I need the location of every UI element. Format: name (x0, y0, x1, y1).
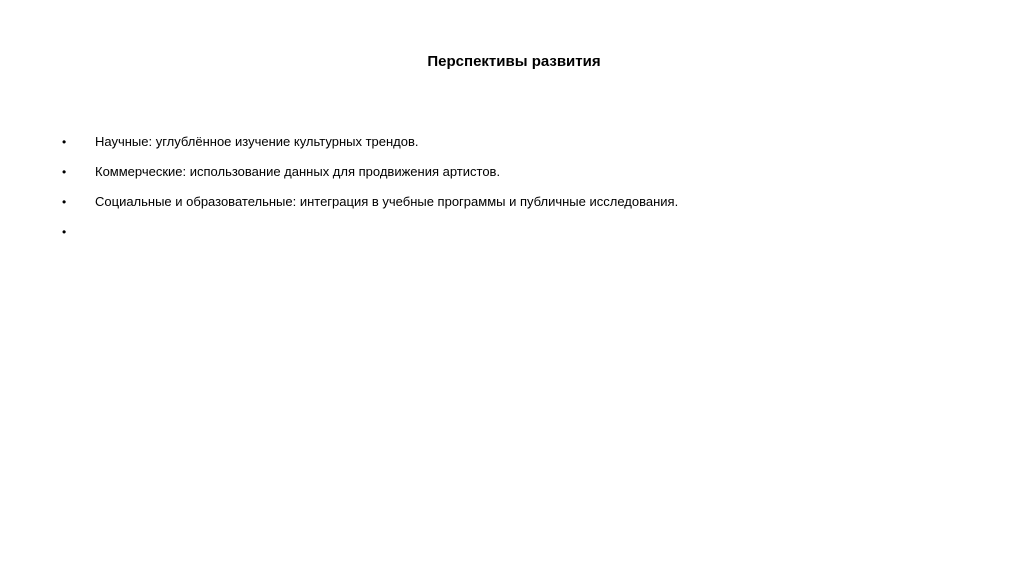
bullet-text: Коммерческие: использование данных для продвижения артистов. (95, 164, 501, 179)
slide-title: Перспективы развития (427, 53, 601, 70)
bullet-text: Научные: углублённое изучение культурных трендов. (95, 134, 419, 149)
bullet-dot-icon: • (62, 195, 67, 209)
bullet-dot-icon: • (62, 135, 67, 149)
bullet-text: Социальные и образовательные: интеграция в учебные программы и публичные исследования. (95, 194, 679, 209)
bullet-dot-icon: • (62, 225, 67, 239)
bullet-dot-icon: • (62, 165, 67, 179)
